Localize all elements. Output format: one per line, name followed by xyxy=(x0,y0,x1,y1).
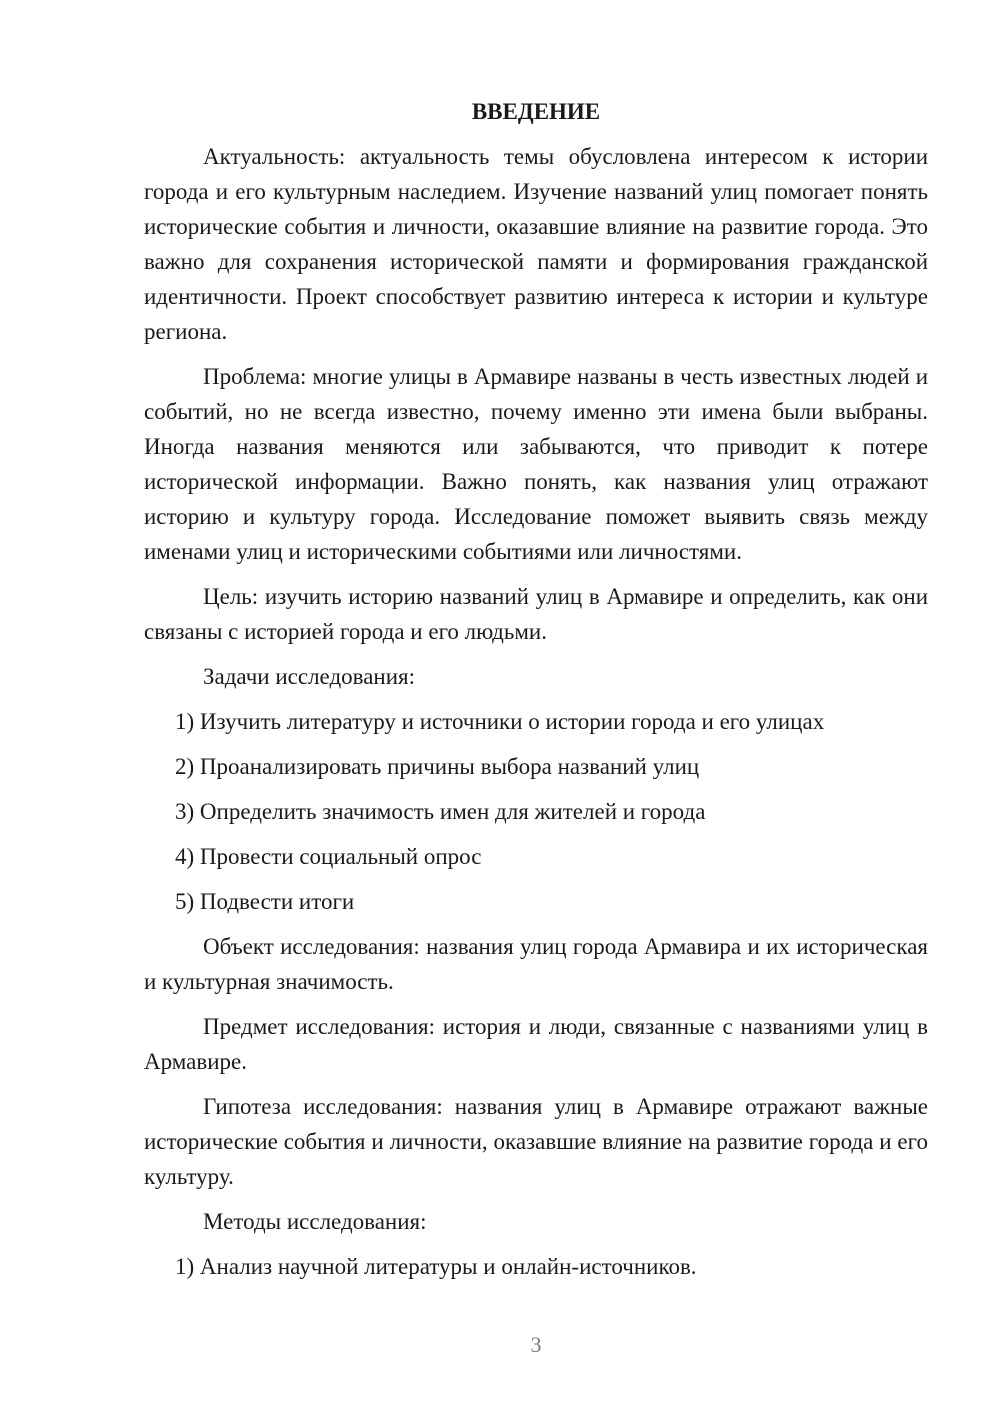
relevance-paragraph: Актуальность: актуальность темы обусловлена интересом к истории города и его культурным наследием. Изучение названий улиц помогает понять исторические события и личности, оказавшие влияние на развитие города. Это важно для сохранения исторической памяти и формирования гражданской идентичности. Проект способствует развитию интереса к истории и культуре региона. xyxy=(144,144,928,344)
task-item-4: 4) Провести социальный опрос xyxy=(175,844,482,869)
problem-paragraph: Проблема: многие улицы в Армавире названы в честь известных людей и событий, но не всегда известно, почему именно эти имена были выбраны. Иногда названия меняются или забываются, что приводит к потере исторической информации. Важно понять, как названия улиц отражают историю и культуру города. Исследование поможет выявить связь между именами улиц и историческими событиями или личностями. xyxy=(144,364,928,564)
page-number: 3 xyxy=(530,1332,542,1357)
task-item-1: 1) Изучить литературу и источники о истории города и его улицах xyxy=(175,709,825,734)
methods-title: Методы исследования: xyxy=(203,1209,427,1234)
task-item-2: 2) Проанализировать причины выбора названий улиц xyxy=(175,754,700,779)
page-content xyxy=(144,94,928,1294)
tasks-title: Задачи исследования: xyxy=(203,664,416,689)
hypothesis-paragraph: Гипотеза исследования: названия улиц в Армавире отражают важные исторические события и личности, оказавшие влияние на развитие города и его культуру. xyxy=(144,1094,928,1189)
task-item-5: 5) Подвести итоги xyxy=(175,889,355,914)
subject-paragraph: Предмет исследования: история и люди, связанные с названиями улиц в Армавире. xyxy=(144,1014,928,1074)
goal-paragraph: Цель: изучить историю названий улиц в Армавире и определить, как они связаны с историей города и его людьми. xyxy=(144,584,928,644)
method-item-1: 1) Анализ научной литературы и онлайн-источников. xyxy=(175,1254,697,1279)
object-paragraph: Объект исследования: названия улиц города Армавира и их историческая и культурная значимость. xyxy=(144,934,928,994)
task-item-3: 3) Определить значимость имен для жителей и города xyxy=(175,799,706,824)
section-heading: ВВЕДЕНИЕ xyxy=(471,99,601,124)
